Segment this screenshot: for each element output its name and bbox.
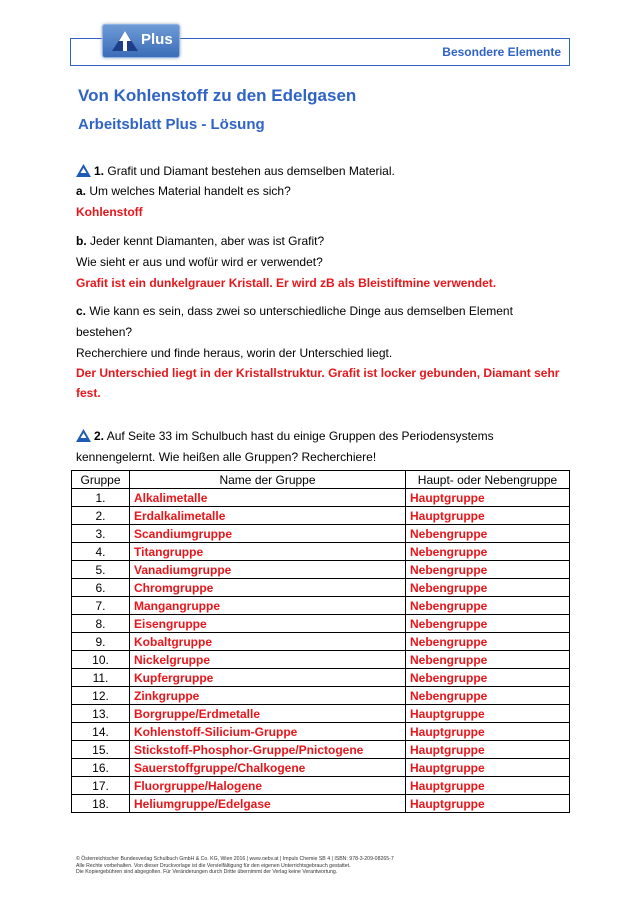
task1b-label: b. xyxy=(76,234,87,248)
section-label: Besondere Elemente xyxy=(442,45,561,59)
table-row xyxy=(72,615,570,633)
table-row xyxy=(72,633,570,651)
group-number-cell: 16. xyxy=(72,759,130,777)
column-header-group: Gruppe xyxy=(72,471,130,489)
group-name-cell: Sauerstoffgruppe/Chalkogene xyxy=(130,759,406,777)
task1-number: 1. xyxy=(94,164,105,178)
task1a-label: a. xyxy=(76,184,87,198)
footer-line3: Die Kopiergebühren sind abgegolten. Für Veränderungen durch Dritte übernimmt der Verlag keine Verantwortung. xyxy=(76,869,338,875)
triangle-icon xyxy=(76,164,91,177)
task1b-question-line xyxy=(76,234,324,248)
group-type-cell: Hauptgruppe xyxy=(406,705,570,723)
group-name-cell: Kupfergruppe xyxy=(130,669,406,687)
task1c-answer2: fest. xyxy=(76,386,101,400)
task1c-question3: Recherchiere und finde heraus, worin der Unterschied liegt. xyxy=(76,346,393,360)
group-name-cell: Alkalimetalle xyxy=(130,489,406,507)
group-number-cell: 15. xyxy=(72,741,130,759)
table-row xyxy=(72,669,570,687)
group-number-cell: 7. xyxy=(72,597,130,615)
task1a-answer: Kohlenstoff xyxy=(76,205,143,219)
group-number-cell: 4. xyxy=(72,543,130,561)
task2-text2: kennengelernt. Wie heißen alle Gruppen? Recherchiere! xyxy=(76,450,377,464)
group-name-cell: Kohlenstoff-Silicium-Gruppe xyxy=(130,723,406,741)
group-number-cell: 3. xyxy=(72,525,130,543)
group-name-cell: Zinkgruppe xyxy=(130,687,406,705)
task1c-question-line xyxy=(76,304,513,318)
group-type-cell: Hauptgruppe xyxy=(406,741,570,759)
logo-text: Plus xyxy=(141,31,173,48)
group-number-cell: 1. xyxy=(72,489,130,507)
table-row xyxy=(72,507,570,525)
group-type-cell: Nebengruppe xyxy=(406,687,570,705)
group-type-cell: Hauptgruppe xyxy=(406,723,570,741)
task2-text1: Auf Seite 33 im Schulbuch hast du einige Gruppen des Periodensystems xyxy=(106,429,494,443)
group-name-cell: Eisengruppe xyxy=(130,615,406,633)
group-type-cell: Nebengruppe xyxy=(406,597,570,615)
table-row xyxy=(72,525,570,543)
group-name-cell: Kobaltgruppe xyxy=(130,633,406,651)
task1-intro-line xyxy=(76,164,395,178)
task1a-question: Um welches Material handelt es sich? xyxy=(89,184,291,198)
task1c-question1: Wie kann es sein, dass zwei so unterschiedliche Dinge aus demselben Element xyxy=(89,304,513,318)
group-name-cell: Heliumgruppe/Edelgase xyxy=(130,795,406,813)
group-type-cell: Hauptgruppe xyxy=(406,759,570,777)
group-number-cell: 17. xyxy=(72,777,130,795)
group-type-cell: Nebengruppe xyxy=(406,579,570,597)
table-row xyxy=(72,561,570,579)
task1c-question2: bestehen? xyxy=(76,325,133,339)
group-number-cell: 13. xyxy=(72,705,130,723)
table-row xyxy=(72,651,570,669)
column-header-name: Name der Gruppe xyxy=(130,471,406,489)
group-name-cell: Vanadiumgruppe xyxy=(130,561,406,579)
group-number-cell: 2. xyxy=(72,507,130,525)
table-header-row xyxy=(72,471,570,489)
pyramid-icon xyxy=(111,30,139,52)
task1c-label: c. xyxy=(76,304,87,318)
page-subtitle: Arbeitsblatt Plus - Lösung xyxy=(78,116,265,133)
table-row xyxy=(72,579,570,597)
group-name-cell: Stickstoff-Phosphor-Gruppe/Pnictogene xyxy=(130,741,406,759)
footer-line1: © Österreichischer Bundesverlag Schulbuch GmbH & Co. KG, Wien 2016 | www.oebv.at | Impuls Chemie SB 4 | ISBN: 978-3-209-08265-7 xyxy=(76,856,394,862)
group-number-cell: 18. xyxy=(72,795,130,813)
group-number-cell: 6. xyxy=(72,579,130,597)
task2-number: 2. xyxy=(94,429,105,443)
task1-intro: Grafit und Diamant bestehen aus demselben Material. xyxy=(107,164,395,178)
task1b-question2: Wie sieht er aus und wofür wird er verwendet? xyxy=(76,255,323,269)
group-name-cell: Scandiumgruppe xyxy=(130,525,406,543)
table-row xyxy=(72,759,570,777)
group-type-cell: Hauptgruppe xyxy=(406,777,570,795)
task1c-answer1: Der Unterschied liegt in der Kristallstruktur. Grafit ist locker gebunden, Diamant sehr xyxy=(76,366,560,380)
group-type-cell: Nebengruppe xyxy=(406,651,570,669)
column-header-type: Haupt- oder Nebengruppe xyxy=(406,471,570,489)
task1b-question1: Jeder kennt Diamanten, aber was ist Grafit? xyxy=(90,234,325,248)
triangle-icon xyxy=(76,429,91,442)
table-row xyxy=(72,687,570,705)
group-number-cell: 12. xyxy=(72,687,130,705)
group-number-cell: 10. xyxy=(72,651,130,669)
table-row xyxy=(72,489,570,507)
group-name-cell: Titangruppe xyxy=(130,543,406,561)
group-number-cell: 5. xyxy=(72,561,130,579)
group-name-cell: Mangangruppe xyxy=(130,597,406,615)
table-body xyxy=(72,489,570,813)
footer-line2: Alle Rechte vorbehalten. Von dieser Druckvorlage ist die Vervielfältigung für den eigenen Unterrichtsgebrauch gestattet. xyxy=(76,862,351,869)
table-row xyxy=(72,597,570,615)
group-name-cell: Erdalkalimetalle xyxy=(130,507,406,525)
table-row xyxy=(72,741,570,759)
group-number-cell: 11. xyxy=(72,669,130,687)
group-type-cell: Nebengruppe xyxy=(406,561,570,579)
group-name-cell: Chromgruppe xyxy=(130,579,406,597)
footer xyxy=(76,856,394,876)
table-row xyxy=(72,723,570,741)
group-name-cell: Nickelgruppe xyxy=(130,651,406,669)
plus-logo xyxy=(102,24,180,58)
task2-line1 xyxy=(76,429,494,443)
groups-table xyxy=(71,470,570,813)
table-row xyxy=(72,777,570,795)
group-type-cell: Nebengruppe xyxy=(406,669,570,687)
group-number-cell: 8. xyxy=(72,615,130,633)
group-type-cell: Nebengruppe xyxy=(406,543,570,561)
group-type-cell: Nebengruppe xyxy=(406,615,570,633)
page-title: Von Kohlenstoff zu den Edelgasen xyxy=(78,86,357,105)
group-type-cell: Nebengruppe xyxy=(406,525,570,543)
group-name-cell: Fluorgruppe/Halogene xyxy=(130,777,406,795)
group-type-cell: Hauptgruppe xyxy=(406,507,570,525)
group-type-cell: Nebengruppe xyxy=(406,633,570,651)
group-number-cell: 9. xyxy=(72,633,130,651)
table-row xyxy=(72,543,570,561)
task1b-answer: Grafit ist ein dunkelgrauer Kristall. Er wird zB als Bleistiftmine verwendet. xyxy=(76,276,497,290)
group-name-cell: Borgruppe/Erdmetalle xyxy=(130,705,406,723)
group-type-cell: Hauptgruppe xyxy=(406,489,570,507)
table-row xyxy=(72,795,570,813)
table-row xyxy=(72,705,570,723)
group-number-cell: 14. xyxy=(72,723,130,741)
task1a-question-line xyxy=(76,184,291,198)
group-type-cell: Hauptgruppe xyxy=(406,795,570,813)
